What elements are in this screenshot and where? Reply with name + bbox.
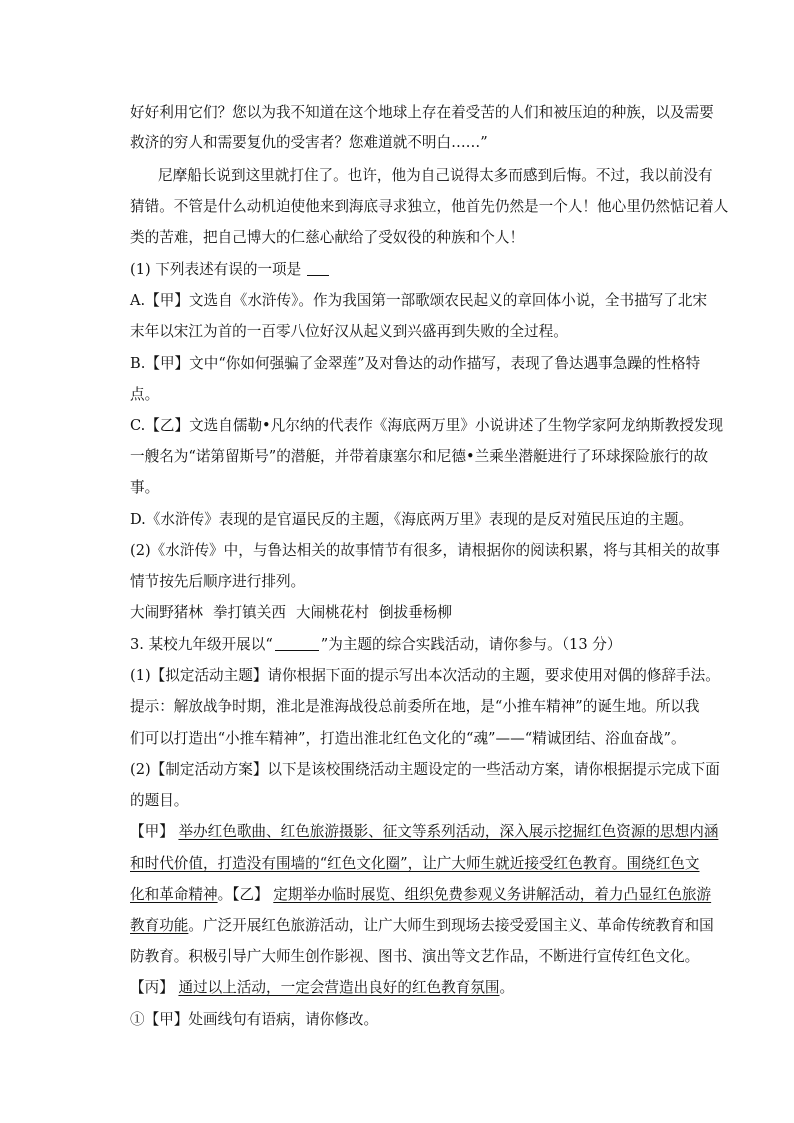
option-c-line-1: C.【乙】文选自儒勒•凡尔纳的代表作《海底两万里》小说讲述了生物学家阿龙纳斯教授发现 bbox=[130, 417, 724, 434]
underlined-sentence: 举办红色歌曲、红色旅游摄影、征文等系列活动，深入展示挖掘红色资源的思想内涵 bbox=[178, 823, 719, 840]
option-b-line-2: 点。 bbox=[130, 386, 160, 403]
plan-line-2 bbox=[130, 854, 705, 874]
story-item: 拳打镇关西 bbox=[212, 604, 286, 621]
question-1-stem bbox=[130, 260, 705, 280]
label-bing: 【丙】 bbox=[130, 979, 174, 996]
option-d-line: D.《水浒传》表现的是官逼民反的主题，《海底两万里》表现的是反对殖民压迫的主题。 bbox=[130, 511, 694, 528]
theme-blank bbox=[275, 636, 319, 651]
underlined-sentence: 和时代价值，打造没有围墙的“红色文化圈”，让广大师生就近接受红色教育。围绕红色文 bbox=[130, 855, 700, 872]
hint-line-2: 们可以打造出“小推车精神”，打造出淮北红色文化的“魂”——“精诚团结、浴血奋战”。 bbox=[130, 730, 686, 747]
text-line-5: 类的苦难，把自己博大的仁慈心献给了受奴役的种族和个人！ bbox=[130, 229, 525, 246]
story-list bbox=[130, 603, 705, 623]
option-c-line-2: 一艘名为“诺第留斯号”的潜艇，并带着康塞尔和尼德•兰乘坐潜艇进行了环球探险旅行的故 bbox=[130, 448, 709, 465]
story-item: 大闹桃花村 bbox=[295, 604, 369, 621]
option-a-line-2: 末年以宋江为首的一百零八位好汉从起义到兴盛再到失败的全过程。 bbox=[130, 323, 568, 340]
subquestion-2-line-2: 的题目。 bbox=[130, 792, 189, 809]
plan-line-4: 教育功能。广泛开展红色旅游活动，让广大师生到现场去接受爱国主义、革命传统教育和国 bbox=[130, 917, 714, 934]
text-line-3: 尼摩船长说到这里就打住了。也许，他为自己说得太多而感到后悔。不过，我以前没有 bbox=[158, 167, 713, 184]
subquestion-2-line-1: (2)【制定活动方案】以下是该校围绕活动主题设定的一些活动方案，请你根据提示完成下面 bbox=[130, 761, 720, 778]
hint-line-1: 提示：解放战争时期，淮北是淮海战役总前委所在地，是“小推车精神”的诞生地。所以我 bbox=[130, 698, 700, 715]
label-jia: 【甲】 bbox=[130, 823, 174, 840]
plan-line-6: 【丙】 通过以上活动，一定会营造出良好的红色教育氛围。 bbox=[130, 979, 515, 996]
text-line-1: 好好利用它们？您以为我不知道在这个地球上存在着受苦的人们和被压迫的种族，以及需要 bbox=[130, 104, 714, 121]
option-a-line-1: A.【甲】文选自《水浒传》。作为我国第一部歌颂农民起义的章回体小说，全书描写了北宋 bbox=[130, 292, 708, 309]
option-b-line-1: B.【甲】文中“你如何强骗了金翠莲”及对鲁达的动作描写，表现了鲁达遇事急躁的性格特 bbox=[130, 355, 701, 372]
plan-line-5: 防教育。积极引导广大师生创作影视、图书、演出等文艺作品，不断进行宣传红色文化。 bbox=[130, 948, 700, 965]
option-c-line-3: 事。 bbox=[130, 479, 160, 496]
story-item: 大闹野猪林 bbox=[130, 604, 203, 621]
question-1-text: (1) 下列表述有误的一项是 bbox=[130, 261, 302, 278]
plan-line-1 bbox=[130, 822, 719, 842]
subquestion-correction: ①【甲】处画线句有语病，请你修改。 bbox=[130, 1011, 379, 1028]
text-line-4: 猜错。不管是什么动机迫使他来到海底寻求独立，他首先仍然是一个人！他心里仍然惦记着人 bbox=[130, 198, 729, 215]
text-line-2: 救济的穷人和需要复仇的受害者？您难道就不明白……” bbox=[130, 134, 488, 151]
answer-blank bbox=[307, 261, 329, 276]
question-2-line-2: 情节按先后顺序进行排列。 bbox=[130, 573, 306, 590]
story-item: 倒拔垂杨柳 bbox=[378, 604, 452, 621]
question-2-line-1: (2)《水浒传》中，与鲁达相关的故事情节有很多，请根据你的阅读积累，将与其相关的故事 bbox=[130, 542, 720, 559]
subquestion-1: (1)【拟定活动主题】请你根据下面的提示写出本次活动的主题，要求使用对偶的修辞手法。 bbox=[130, 667, 720, 684]
plan-line-3: 化和革命精神。【乙】 定期举办临时展览、组织免费参观义务讲解活动，着力凸显红色旅游 bbox=[130, 886, 712, 903]
question-3-stem: 3. 某校九年级开展以“ ”为主题的综合实践活动，请你参与。（13 分） bbox=[130, 636, 622, 653]
label-yi: 。【乙】 bbox=[217, 886, 269, 903]
